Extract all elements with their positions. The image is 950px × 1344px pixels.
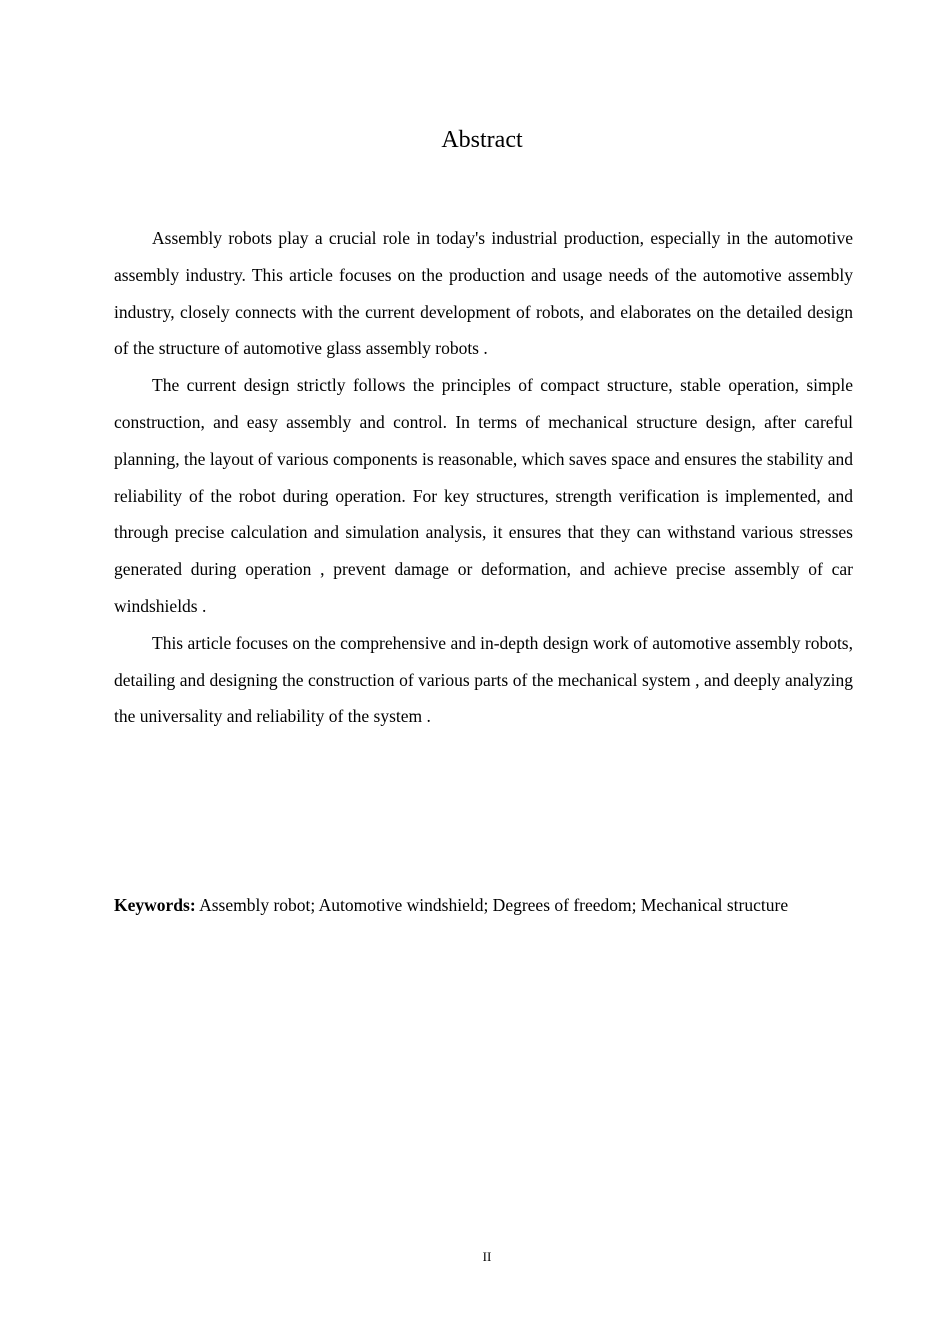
keywords-text: Assembly robot; Automotive windshield; Degrees of freedom; Mechanical structure <box>199 895 789 915</box>
page-number: II <box>482 1249 492 1264</box>
abstract-paragraph-3: This article focuses on the comprehensive and in-depth design work of automotive assembly robots, detailing and designing the construction of various parts of the mechanical system , and deeply analyzing the universality and reliability of the system . <box>114 632 853 727</box>
abstract-paragraph-1: Assembly robots play a crucial role in today's industrial production, especially in the automotive assembly industry. This article focuses on the production and usage needs of the automotive assembly industry, closely connects with the current development of robots, and elaborates on the detailed design of the structure of automotive glass assembly robots . <box>114 228 853 359</box>
page-title: Abstract <box>441 127 523 153</box>
abstract-body <box>114 220 853 735</box>
keywords-line <box>114 888 853 923</box>
abstract-paragraph-2: The current design strictly follows the principles of compact structure, stable operation, simple construction, and easy assembly and control. In terms of mechanical structure design, after careful planning, the layout of various components is reasonable, which saves space and ensures the stability and reliability of the robot during operation. For key structures, strength verification is implemented, and through precise calculation and simulation analysis, it ensures that they can withstand various stresses generated during operation , prevent damage or deformation, and achieve precise assembly of car windshields . <box>114 375 853 616</box>
keywords-label: Keywords: <box>114 895 196 915</box>
